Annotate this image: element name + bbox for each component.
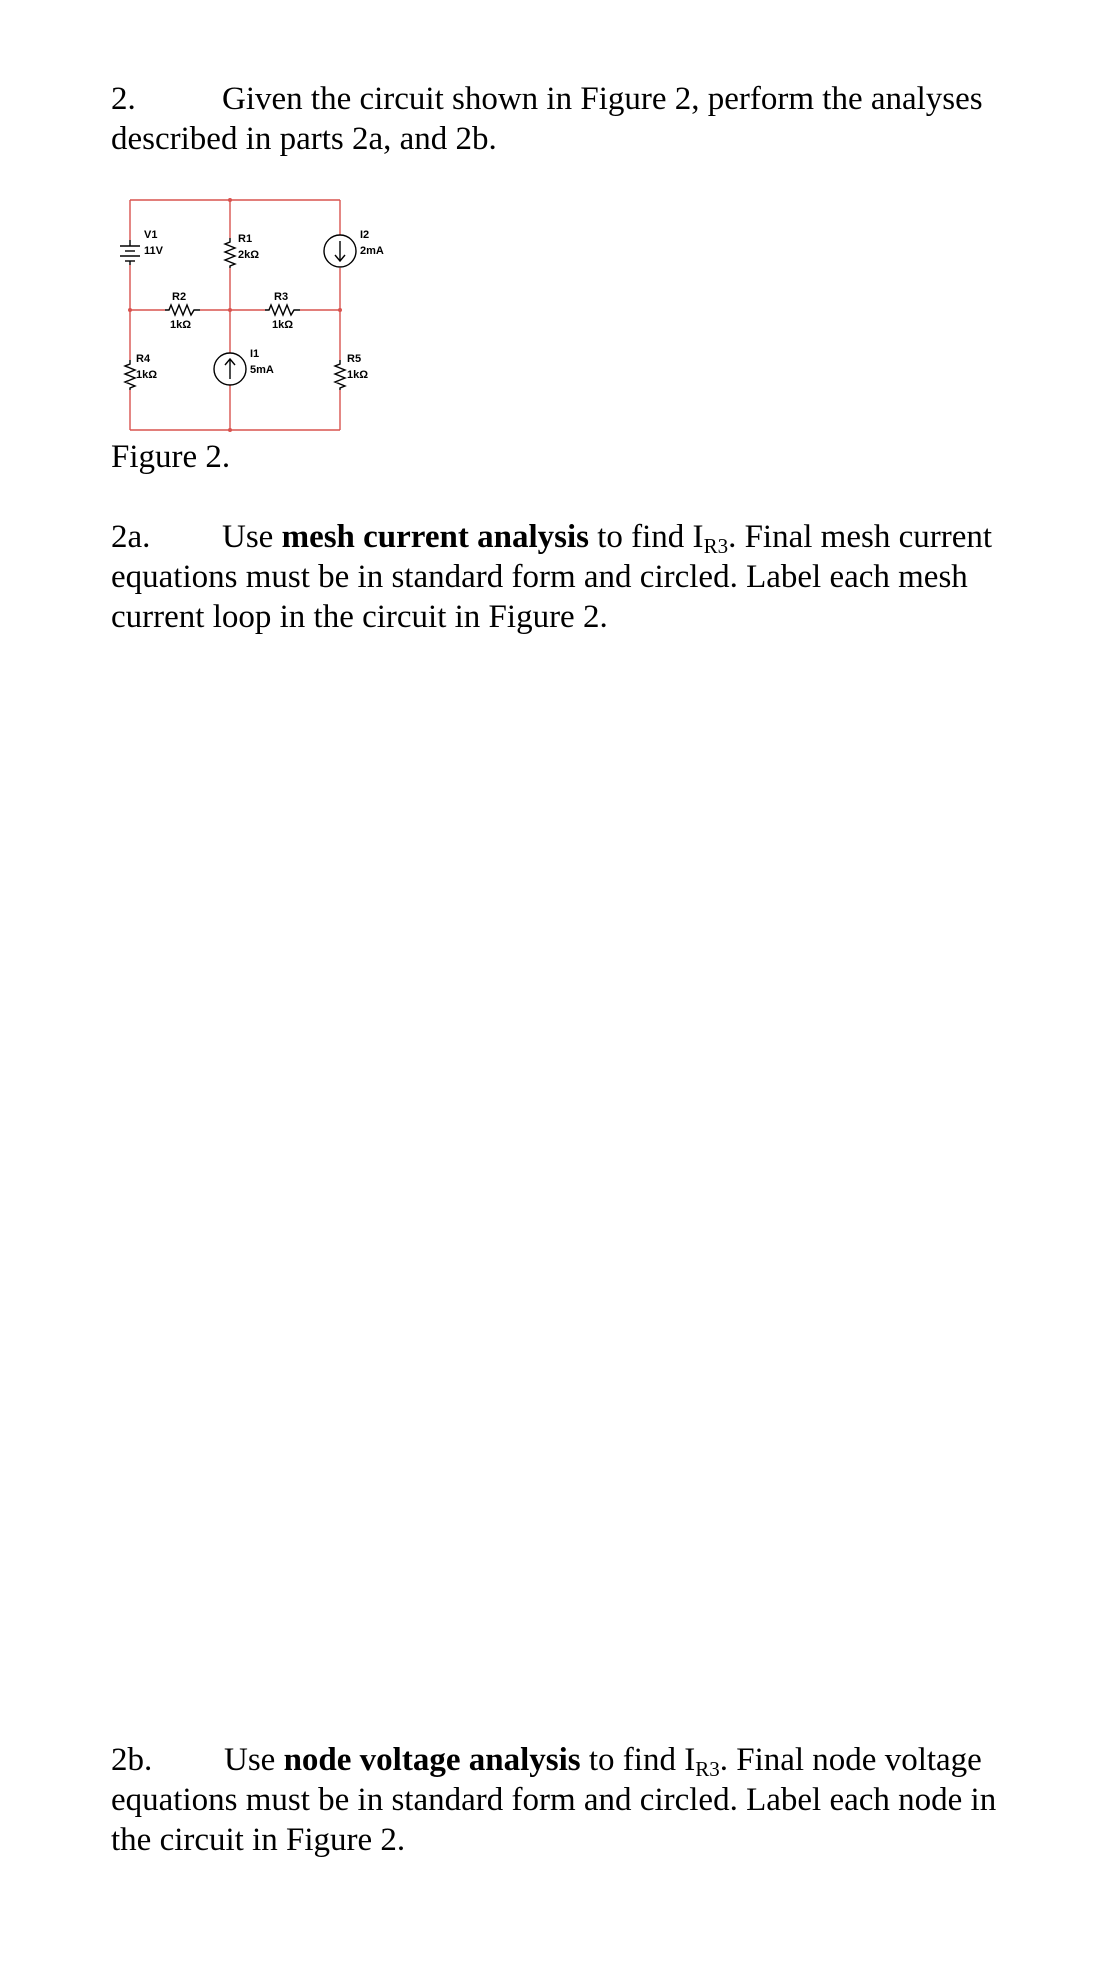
r3-value: 1kΩ: [272, 319, 294, 331]
part-2b-label: 2b.: [111, 1742, 153, 1778]
question-number: 2.: [111, 81, 136, 117]
i2-name: I2: [360, 229, 370, 241]
circuit-figure: [100, 180, 400, 440]
part-2a-label: 2a.: [111, 519, 151, 555]
r5-name: R5: [347, 353, 362, 365]
r2-value: 1kΩ: [170, 319, 192, 331]
question-body: Given the circuit shown in Figure 2, perform the analyses described in parts 2a, and 2b.: [111, 81, 983, 157]
question-2-text: [111, 79, 1011, 159]
r1-value: 2kΩ: [238, 249, 260, 261]
part-2b-pre: Use: [224, 1742, 284, 1778]
r2-name: R2: [172, 291, 187, 303]
part-2b-subscript: R3: [695, 1757, 720, 1781]
v1-value: 11V: [144, 245, 163, 257]
v1-name: V1: [144, 229, 158, 241]
circuit-nodes: [128, 198, 342, 432]
i1-name: I1: [250, 348, 260, 360]
part-2b-method: node voltage analysis: [283, 1742, 581, 1778]
r5-value: 1kΩ: [347, 369, 369, 381]
circuit-wires: [130, 200, 340, 430]
resistor-r2: [165, 291, 200, 331]
r3-name: R3: [274, 291, 289, 303]
part-2a-subscript: R3: [703, 534, 729, 558]
part-2a-pre: Use: [222, 519, 282, 555]
part-2b-mid: to find I: [580, 1742, 696, 1778]
r4-value: 1kΩ: [136, 369, 158, 381]
part-2a-method: mesh current analysis: [281, 519, 589, 555]
r1-name: R1: [238, 233, 253, 245]
resistor-r1: [225, 233, 259, 268]
r4-name: R4: [136, 353, 151, 365]
part-2b-text: [111, 1740, 1011, 1860]
part-2b-post: . Final node voltage equations must be in standard form and circled. Label each node in the circuit in Figure 2.: [111, 1742, 997, 1858]
i2-value: 2mA: [360, 245, 384, 257]
current-source-i2: [324, 229, 384, 267]
i1-value: 5mA: [250, 364, 274, 376]
battery-v1: [120, 229, 164, 265]
figure-caption: Figure 2.: [111, 439, 231, 475]
part-2a-text: [111, 517, 1011, 637]
current-source-i1: [214, 348, 274, 385]
part-2a-mid: to find I: [588, 519, 704, 555]
resistor-r3: [265, 291, 300, 331]
part-2a-post: . Final mesh current equations must be in standard form and circled. Label each mesh current loop in the circuit in Figure 2.: [111, 519, 993, 635]
